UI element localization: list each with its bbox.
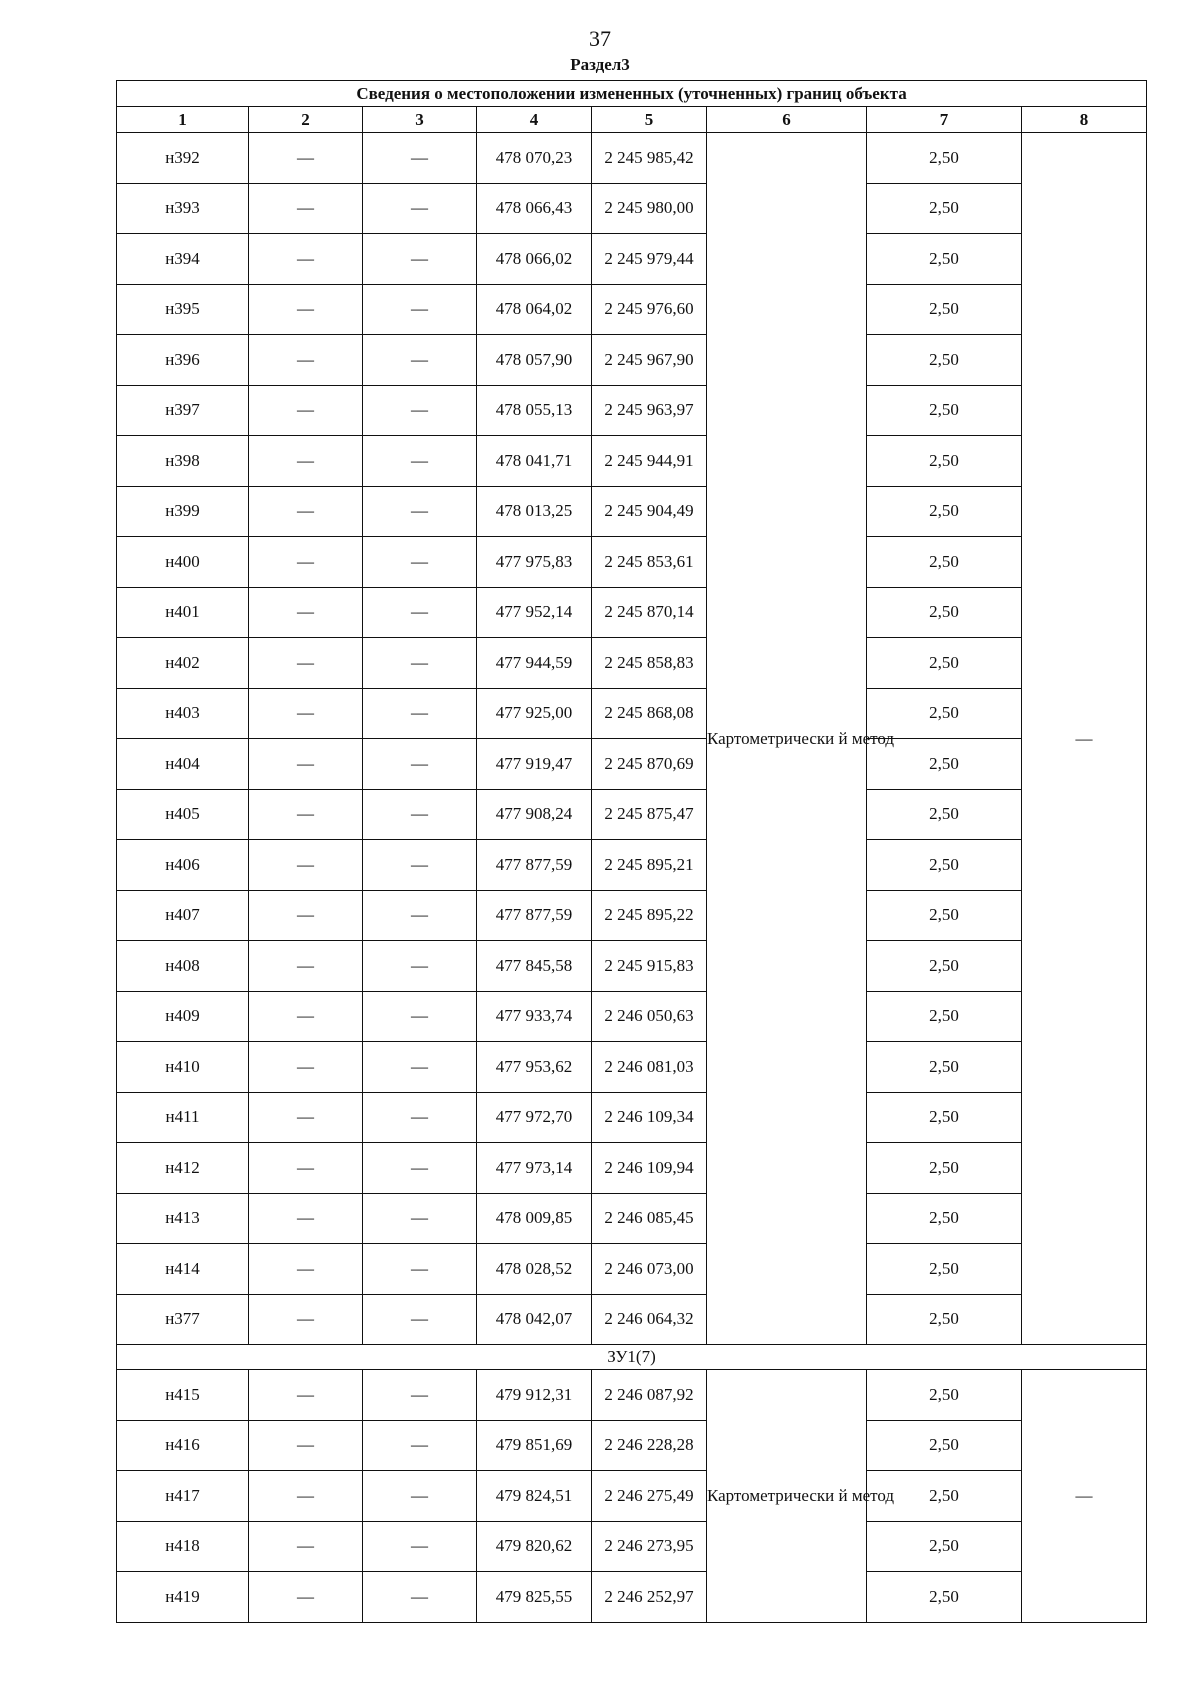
point-id-cell: н394 xyxy=(117,234,249,285)
column-2-cell: — xyxy=(249,840,363,891)
x-coordinate-cell: 477 877,59 xyxy=(477,890,592,941)
column-3-cell: — xyxy=(363,335,477,386)
x-coordinate-cell: 477 973,14 xyxy=(477,1143,592,1194)
column-2-cell: — xyxy=(249,1244,363,1295)
column-2-cell: — xyxy=(249,638,363,689)
x-coordinate-cell: 477 919,47 xyxy=(477,739,592,790)
y-coordinate-cell: 2 245 895,21 xyxy=(592,840,707,891)
point-id-cell: н417 xyxy=(117,1471,249,1522)
accuracy-cell: 2,50 xyxy=(867,1420,1022,1471)
y-coordinate-cell: 2 246 087,92 xyxy=(592,1370,707,1421)
y-coordinate-cell: 2 245 875,47 xyxy=(592,789,707,840)
accuracy-cell: 2,50 xyxy=(867,739,1022,790)
x-coordinate-cell: 478 055,13 xyxy=(477,385,592,436)
accuracy-cell: 2,50 xyxy=(867,840,1022,891)
column-3-cell: — xyxy=(363,1370,477,1421)
column-3-cell: — xyxy=(363,941,477,992)
point-id-cell: н398 xyxy=(117,436,249,487)
table-row xyxy=(117,688,1147,739)
x-coordinate-cell: 477 925,00 xyxy=(477,688,592,739)
accuracy-cell: 2,50 xyxy=(867,436,1022,487)
column-2-cell: — xyxy=(249,991,363,1042)
point-id-cell: н393 xyxy=(117,183,249,234)
y-coordinate-cell: 2 245 915,83 xyxy=(592,941,707,992)
accuracy-cell: 2,50 xyxy=(867,183,1022,234)
table-row xyxy=(117,1471,1147,1522)
column-3-cell: — xyxy=(363,638,477,689)
y-coordinate-cell: 2 245 976,60 xyxy=(592,284,707,335)
accuracy-cell: 2,50 xyxy=(867,991,1022,1042)
table-row xyxy=(117,385,1147,436)
column-3-cell: — xyxy=(363,1521,477,1572)
y-coordinate-cell: 2 245 870,14 xyxy=(592,587,707,638)
accuracy-cell: 2,50 xyxy=(867,1471,1022,1522)
column-2-cell: — xyxy=(249,1042,363,1093)
accuracy-cell: 2,50 xyxy=(867,1193,1022,1244)
point-id-cell: н400 xyxy=(117,537,249,588)
column-2-cell: — xyxy=(249,1370,363,1421)
accuracy-cell: 2,50 xyxy=(867,1572,1022,1623)
column-3-cell: — xyxy=(363,789,477,840)
y-coordinate-cell: 2 245 967,90 xyxy=(592,335,707,386)
accuracy-cell: 2,50 xyxy=(867,587,1022,638)
y-coordinate-cell: 2 246 109,94 xyxy=(592,1143,707,1194)
method-cell: Картометрически й метод xyxy=(707,133,867,1345)
table-row xyxy=(117,1042,1147,1093)
accuracy-cell: 2,50 xyxy=(867,284,1022,335)
y-coordinate-cell: 2 246 275,49 xyxy=(592,1471,707,1522)
table-row xyxy=(117,991,1147,1042)
column-2-cell: — xyxy=(249,1572,363,1623)
y-coordinate-cell: 2 245 895,22 xyxy=(592,890,707,941)
column-2-cell: — xyxy=(249,1294,363,1345)
table-row xyxy=(117,335,1147,386)
column-header: 4 xyxy=(477,107,592,133)
x-coordinate-cell: 478 028,52 xyxy=(477,1244,592,1295)
column-2-cell: — xyxy=(249,486,363,537)
column-2-cell: — xyxy=(249,133,363,184)
column-2-cell: — xyxy=(249,284,363,335)
point-id-cell: н413 xyxy=(117,1193,249,1244)
x-coordinate-cell: 478 013,25 xyxy=(477,486,592,537)
x-coordinate-cell: 478 042,07 xyxy=(477,1294,592,1345)
accuracy-cell: 2,50 xyxy=(867,1370,1022,1421)
x-coordinate-cell: 479 825,55 xyxy=(477,1572,592,1623)
section-title: Раздел3 xyxy=(570,55,630,74)
y-coordinate-cell: 2 245 853,61 xyxy=(592,537,707,588)
column-3-cell: — xyxy=(363,385,477,436)
accuracy-cell: 2,50 xyxy=(867,1143,1022,1194)
table-row xyxy=(117,537,1147,588)
point-id-cell: н395 xyxy=(117,284,249,335)
x-coordinate-cell: 477 908,24 xyxy=(477,789,592,840)
x-coordinate-cell: 477 975,83 xyxy=(477,537,592,588)
column-2-cell: — xyxy=(249,789,363,840)
column-3-cell: — xyxy=(363,486,477,537)
accuracy-cell: 2,50 xyxy=(867,486,1022,537)
x-coordinate-cell: 478 009,85 xyxy=(477,1193,592,1244)
table-row xyxy=(117,789,1147,840)
column-3-cell: — xyxy=(363,1471,477,1522)
column-2-cell: — xyxy=(249,587,363,638)
column-8-cell: — xyxy=(1022,133,1147,1345)
column-3-cell: — xyxy=(363,587,477,638)
column-2-cell: — xyxy=(249,890,363,941)
column-header-row xyxy=(117,107,1147,133)
y-coordinate-cell: 2 246 252,97 xyxy=(592,1572,707,1623)
accuracy-cell: 2,50 xyxy=(867,133,1022,184)
column-3-cell: — xyxy=(363,1572,477,1623)
column-2-cell: — xyxy=(249,1143,363,1194)
table-caption-row xyxy=(117,81,1147,107)
accuracy-cell: 2,50 xyxy=(867,1244,1022,1295)
accuracy-cell: 2,50 xyxy=(867,385,1022,436)
column-header: 7 xyxy=(867,107,1022,133)
column-3-cell: — xyxy=(363,1244,477,1295)
x-coordinate-cell: 477 845,58 xyxy=(477,941,592,992)
column-2-cell: — xyxy=(249,436,363,487)
accuracy-cell: 2,50 xyxy=(867,941,1022,992)
column-3-cell: — xyxy=(363,840,477,891)
column-2-cell: — xyxy=(249,1092,363,1143)
table-caption: Сведения о местоположении измененных (уточненных) границ объекта xyxy=(117,81,1147,107)
boundary-coordinates-table xyxy=(116,80,1147,1623)
column-header: 5 xyxy=(592,107,707,133)
column-header: 2 xyxy=(249,107,363,133)
x-coordinate-cell: 478 066,43 xyxy=(477,183,592,234)
y-coordinate-cell: 2 246 273,95 xyxy=(592,1521,707,1572)
method-cell: Картометрически й метод xyxy=(707,1370,867,1623)
column-2-cell: — xyxy=(249,1521,363,1572)
column-3-cell: — xyxy=(363,1193,477,1244)
x-coordinate-cell: 477 933,74 xyxy=(477,991,592,1042)
point-id-cell: н377 xyxy=(117,1294,249,1345)
y-coordinate-cell: 2 246 050,63 xyxy=(592,991,707,1042)
x-coordinate-cell: 477 972,70 xyxy=(477,1092,592,1143)
point-id-cell: н405 xyxy=(117,789,249,840)
x-coordinate-cell: 479 851,69 xyxy=(477,1420,592,1471)
column-2-cell: — xyxy=(249,1420,363,1471)
y-coordinate-cell: 2 245 963,97 xyxy=(592,385,707,436)
y-coordinate-cell: 2 246 085,45 xyxy=(592,1193,707,1244)
table-row xyxy=(117,284,1147,335)
y-coordinate-cell: 2 245 985,42 xyxy=(592,133,707,184)
table-row xyxy=(117,840,1147,891)
column-3-cell: — xyxy=(363,991,477,1042)
column-3-cell: — xyxy=(363,1143,477,1194)
point-id-cell: н392 xyxy=(117,133,249,184)
point-id-cell: н404 xyxy=(117,739,249,790)
table-row xyxy=(117,1092,1147,1143)
point-id-cell: н406 xyxy=(117,840,249,891)
point-id-cell: н415 xyxy=(117,1370,249,1421)
y-coordinate-cell: 2 246 073,00 xyxy=(592,1244,707,1295)
group-header-row xyxy=(117,1345,1147,1370)
accuracy-cell: 2,50 xyxy=(867,1294,1022,1345)
column-3-cell: — xyxy=(363,1042,477,1093)
accuracy-cell: 2,50 xyxy=(867,789,1022,840)
point-id-cell: н397 xyxy=(117,385,249,436)
table-row xyxy=(117,234,1147,285)
table-row xyxy=(117,133,1147,184)
point-id-cell: н399 xyxy=(117,486,249,537)
y-coordinate-cell: 2 245 980,00 xyxy=(592,183,707,234)
column-3-cell: — xyxy=(363,1092,477,1143)
column-3-cell: — xyxy=(363,133,477,184)
point-id-cell: н419 xyxy=(117,1572,249,1623)
table-row xyxy=(117,1294,1147,1345)
accuracy-cell: 2,50 xyxy=(867,1521,1022,1572)
column-3-cell: — xyxy=(363,537,477,588)
y-coordinate-cell: 2 245 868,08 xyxy=(592,688,707,739)
x-coordinate-cell: 478 057,90 xyxy=(477,335,592,386)
x-coordinate-cell: 478 066,02 xyxy=(477,234,592,285)
accuracy-cell: 2,50 xyxy=(867,335,1022,386)
y-coordinate-cell: 2 246 109,34 xyxy=(592,1092,707,1143)
column-2-cell: — xyxy=(249,941,363,992)
column-3-cell: — xyxy=(363,890,477,941)
column-header: 3 xyxy=(363,107,477,133)
y-coordinate-cell: 2 245 858,83 xyxy=(592,638,707,689)
y-coordinate-cell: 2 246 064,32 xyxy=(592,1294,707,1345)
table-row xyxy=(117,739,1147,790)
point-id-cell: н402 xyxy=(117,638,249,689)
column-8-cell: — xyxy=(1022,1370,1147,1623)
table-row xyxy=(117,436,1147,487)
column-2-cell: — xyxy=(249,739,363,790)
x-coordinate-cell: 479 820,62 xyxy=(477,1521,592,1572)
column-3-cell: — xyxy=(363,234,477,285)
table-row xyxy=(117,890,1147,941)
group-label: ЗУ1(7) xyxy=(117,1345,1147,1370)
point-id-cell: н407 xyxy=(117,890,249,941)
column-2-cell: — xyxy=(249,234,363,285)
point-id-cell: н418 xyxy=(117,1521,249,1572)
x-coordinate-cell: 478 064,02 xyxy=(477,284,592,335)
column-2-cell: — xyxy=(249,1471,363,1522)
x-coordinate-cell: 478 041,71 xyxy=(477,436,592,487)
table-row xyxy=(117,1143,1147,1194)
point-id-cell: н414 xyxy=(117,1244,249,1295)
column-2-cell: — xyxy=(249,183,363,234)
y-coordinate-cell: 2 245 904,49 xyxy=(592,486,707,537)
point-id-cell: н403 xyxy=(117,688,249,739)
x-coordinate-cell: 478 070,23 xyxy=(477,133,592,184)
table-row xyxy=(117,941,1147,992)
y-coordinate-cell: 2 246 081,03 xyxy=(592,1042,707,1093)
y-coordinate-cell: 2 246 228,28 xyxy=(592,1420,707,1471)
point-id-cell: н410 xyxy=(117,1042,249,1093)
column-2-cell: — xyxy=(249,335,363,386)
x-coordinate-cell: 479 824,51 xyxy=(477,1471,592,1522)
point-id-cell: н408 xyxy=(117,941,249,992)
column-2-cell: — xyxy=(249,1193,363,1244)
x-coordinate-cell: 477 944,59 xyxy=(477,638,592,689)
y-coordinate-cell: 2 245 979,44 xyxy=(592,234,707,285)
column-header: 8 xyxy=(1022,107,1147,133)
accuracy-cell: 2,50 xyxy=(867,1092,1022,1143)
accuracy-cell: 2,50 xyxy=(867,537,1022,588)
y-coordinate-cell: 2 245 870,69 xyxy=(592,739,707,790)
point-id-cell: н401 xyxy=(117,587,249,638)
table-row xyxy=(117,1244,1147,1295)
column-3-cell: — xyxy=(363,1420,477,1471)
column-3-cell: — xyxy=(363,284,477,335)
x-coordinate-cell: 477 953,62 xyxy=(477,1042,592,1093)
column-3-cell: — xyxy=(363,688,477,739)
accuracy-cell: 2,50 xyxy=(867,890,1022,941)
column-3-cell: — xyxy=(363,739,477,790)
column-header: 1 xyxy=(117,107,249,133)
column-2-cell: — xyxy=(249,537,363,588)
accuracy-cell: 2,50 xyxy=(867,688,1022,739)
column-3-cell: — xyxy=(363,436,477,487)
accuracy-cell: 2,50 xyxy=(867,638,1022,689)
table-row xyxy=(117,1572,1147,1623)
column-header: 6 xyxy=(707,107,867,133)
table-row xyxy=(117,486,1147,537)
table-row xyxy=(117,1370,1147,1421)
x-coordinate-cell: 479 912,31 xyxy=(477,1370,592,1421)
y-coordinate-cell: 2 245 944,91 xyxy=(592,436,707,487)
point-id-cell: н416 xyxy=(117,1420,249,1471)
point-id-cell: н396 xyxy=(117,335,249,386)
column-3-cell: — xyxy=(363,183,477,234)
table-row xyxy=(117,1193,1147,1244)
table-row xyxy=(117,1420,1147,1471)
x-coordinate-cell: 477 952,14 xyxy=(477,587,592,638)
accuracy-cell: 2,50 xyxy=(867,234,1022,285)
table-row xyxy=(117,1521,1147,1572)
table-row xyxy=(117,183,1147,234)
column-3-cell: — xyxy=(363,1294,477,1345)
point-id-cell: н411 xyxy=(117,1092,249,1143)
x-coordinate-cell: 477 877,59 xyxy=(477,840,592,891)
point-id-cell: н409 xyxy=(117,991,249,1042)
table-row xyxy=(117,587,1147,638)
accuracy-cell: 2,50 xyxy=(867,1042,1022,1093)
table-row xyxy=(117,638,1147,689)
column-2-cell: — xyxy=(249,688,363,739)
page-number: 37 xyxy=(589,26,611,51)
column-2-cell: — xyxy=(249,385,363,436)
table-body xyxy=(117,133,1147,1623)
point-id-cell: н412 xyxy=(117,1143,249,1194)
